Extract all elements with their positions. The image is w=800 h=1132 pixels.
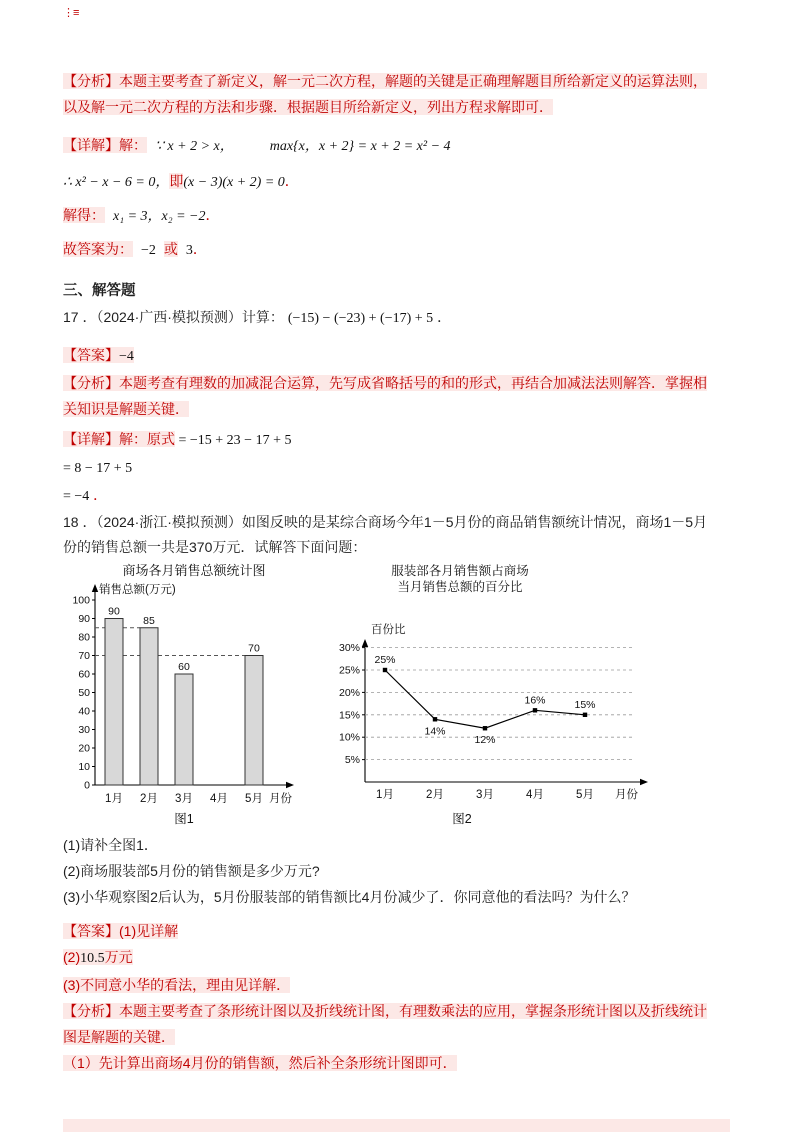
svg-text:0: 0 <box>84 779 90 792</box>
q18-analysis-block <box>63 998 737 1050</box>
svg-text:月份: 月份 <box>269 793 292 805</box>
svg-text:15%: 15% <box>338 709 360 722</box>
detail-label <box>63 431 175 447</box>
svg-text:5月: 5月 <box>245 793 263 805</box>
svg-text:图2: 图2 <box>452 812 472 826</box>
highlighted-text: 即 <box>169 173 184 189</box>
svg-text:3月: 3月 <box>476 789 494 801</box>
formula: = −15 + 23 − 17 + 5 <box>175 433 292 448</box>
svg-text:2月: 2月 <box>426 789 444 801</box>
q16-step3-line <box>63 202 737 230</box>
svg-text:14%: 14% <box>424 725 446 738</box>
answer-highlight <box>63 923 178 939</box>
highlighted-text: 图是解题的关键． <box>63 1029 175 1045</box>
svg-text:40: 40 <box>78 705 90 718</box>
formula: (x − 3)(x + 2) = 0 <box>183 175 285 190</box>
q17-analysis-line2 <box>63 396 737 422</box>
svg-text:25%: 25% <box>374 654 396 666</box>
figure1-bar-chart <box>55 560 305 830</box>
svg-text:图1: 图1 <box>174 812 194 826</box>
q17-answer-line <box>63 342 737 370</box>
q17-stem <box>63 304 737 332</box>
svg-text:30: 30 <box>78 724 90 736</box>
q16-detail-line <box>63 132 737 160</box>
q18-answer1-line <box>63 918 737 944</box>
svg-text:60: 60 <box>78 668 90 681</box>
svg-text:销售总额(万元): 销售总额(万元) <box>99 584 176 596</box>
highlighted-text: 【分析】本题主要考查了新定义，解一元二次方程，解题的关键是正确理解题目所给新定义的运算法则， <box>63 73 707 89</box>
formula: ∵ x + 2 > x， <box>155 139 234 154</box>
svg-text:20%: 20% <box>338 686 360 699</box>
svg-text:2月: 2月 <box>140 793 158 805</box>
formula: = −4 <box>63 489 90 504</box>
punctuation: ． <box>284 173 299 189</box>
q18-stem-line1: 18 ．（2024·浙江·模拟预测）如图反映的是某综合商场今年1－5月份的商品销售额统计情况，商场1－5月 <box>63 514 708 530</box>
q16-conclusion-line <box>63 236 737 264</box>
anchor-icon: ⋮≡ <box>63 7 79 19</box>
q18-hint1-line <box>63 1050 737 1076</box>
svg-text:4月: 4月 <box>210 793 228 805</box>
q18-sub3: (3)小华观察图2后认为，5月份服装部的销售额比4月份减少了．你同意他的看法吗？为什么？ <box>63 889 636 905</box>
svg-text:10%: 10% <box>338 731 360 744</box>
answer-prefix: (2) <box>63 949 81 965</box>
svg-text:10: 10 <box>78 761 90 773</box>
q18-answer3-line <box>63 972 737 998</box>
punctuation: ． <box>205 207 220 223</box>
svg-text:1月: 1月 <box>376 789 394 801</box>
formula: ∴ x² − x − 6 = 0， <box>63 175 170 190</box>
q17-step2-line <box>63 454 737 482</box>
q18-analysis-line2 <box>63 1024 737 1050</box>
answer-value: −4 <box>119 349 134 364</box>
svg-text:12%: 12% <box>474 734 496 747</box>
q18-analysis-line1 <box>63 998 737 1024</box>
svg-text:100: 100 <box>72 594 90 607</box>
svg-text:商场各月销售总额统计图: 商场各月销售总额统计图 <box>122 563 266 578</box>
highlighted-text: 关知识是解题关键． <box>63 401 189 417</box>
highlighted-text: 【分析】本题主要考查了条形统计图以及折线统计图，有理数乘法的应用，掌握条形统计图以及折线统计 <box>63 1003 707 1019</box>
formula: 3 <box>185 243 193 258</box>
punctuation: ． <box>89 487 108 503</box>
svg-text:90: 90 <box>108 605 120 618</box>
highlighted-text: 以及解一元二次方程的方法和步骤．根据题目所给新定义，列出方程求解即可． <box>63 99 553 115</box>
answer-suffix: 万元 <box>104 949 133 965</box>
label-text: 原式 <box>147 431 175 447</box>
figure2-line-chart <box>335 560 665 830</box>
svg-text:3月: 3月 <box>175 793 193 805</box>
punctuation: ． <box>433 309 452 325</box>
svg-text:60: 60 <box>178 661 190 673</box>
svg-text:15%: 15% <box>574 698 596 711</box>
q16-analysis-block <box>63 68 737 120</box>
formula: −2 <box>141 243 156 258</box>
svg-text:25%: 25% <box>338 664 360 677</box>
q17-detail-line <box>63 426 737 454</box>
q18-answer2-line <box>63 944 737 972</box>
formula: (−15) − (−23) + (−17) + 5 <box>287 311 434 326</box>
highlighted-text: 或 <box>163 241 178 257</box>
q17-analysis-line1 <box>63 370 737 396</box>
q18-sub2: (2)商场服装部5月份的销售额是多少万元? <box>63 863 320 879</box>
figures-row <box>0 560 800 832</box>
svg-text:16%: 16% <box>524 694 546 707</box>
svg-text:80: 80 <box>78 631 90 644</box>
svg-text:百份比: 百份比 <box>371 624 406 636</box>
formula: x₁ = 3，x₂ = −2 <box>113 209 206 224</box>
highlighted-text: (3)不同意小华的看法，理由见详解． <box>63 977 291 993</box>
svg-text:90: 90 <box>78 613 90 625</box>
highlighted-text: 解得： <box>63 207 105 223</box>
svg-text:50: 50 <box>78 687 90 699</box>
answer-label: 【答案】 <box>63 347 119 363</box>
svg-text:当月销售总额的百分比: 当月销售总额的百分比 <box>397 580 523 594</box>
answer-label: 【答案】 <box>63 923 119 939</box>
q18-stem-block <box>63 510 737 560</box>
q17-step3-line <box>63 482 737 510</box>
svg-text:70: 70 <box>78 650 90 662</box>
answer-value: 10.5 <box>80 951 105 966</box>
svg-text:1月: 1月 <box>105 793 123 805</box>
q16-analysis-line2 <box>63 94 737 120</box>
answer-highlight <box>63 949 133 965</box>
q18-stem-line2: 份的销售总额一共是370万元．试解答下面问题： <box>63 539 367 555</box>
svg-text:月份: 月份 <box>615 789 638 801</box>
highlighted-text: 故答案为： <box>63 241 133 257</box>
q16-analysis-line1 <box>63 68 737 94</box>
svg-text:20: 20 <box>78 742 90 755</box>
svg-text:30%: 30% <box>338 642 360 655</box>
svg-text:5%: 5% <box>344 754 360 767</box>
svg-text:5月: 5月 <box>576 789 594 801</box>
clipped-highlight-line <box>63 1119 730 1132</box>
detail-label: 【详解】解： <box>63 137 147 153</box>
highlighted-text: 【分析】本题考查有理数的加减混合运算，先写成省略括号的和的形式，再结合加减法法则解答．掌握相 <box>63 375 707 391</box>
svg-text:4月: 4月 <box>526 789 544 801</box>
punctuation: ． <box>192 241 207 257</box>
q18-sub1: (1)请补全图1． <box>63 837 158 853</box>
section-heading: 三、解答题 <box>63 283 136 299</box>
formula: max{x，x + 2} = x + 2 = x² − 4 <box>269 139 451 154</box>
q16-step2-line <box>63 168 737 196</box>
q17-analysis-block <box>63 370 737 422</box>
answer-text: (1)见详解 <box>119 923 179 939</box>
svg-text:70: 70 <box>248 642 260 655</box>
label-text: 【详解】解： <box>63 431 147 447</box>
formula: = 8 − 17 + 5 <box>63 461 133 476</box>
svg-text:服装部各月销售额占商场: 服装部各月销售额占商场 <box>391 564 529 578</box>
stem-text: 17 ．（2024·广西·模拟预测）计算： <box>63 309 288 325</box>
highlighted-text: （1）先计算出商场4月份的销售额，然后补全条形统计图即可． <box>63 1055 457 1071</box>
svg-text:85: 85 <box>143 614 155 627</box>
answer-highlight <box>63 347 134 363</box>
